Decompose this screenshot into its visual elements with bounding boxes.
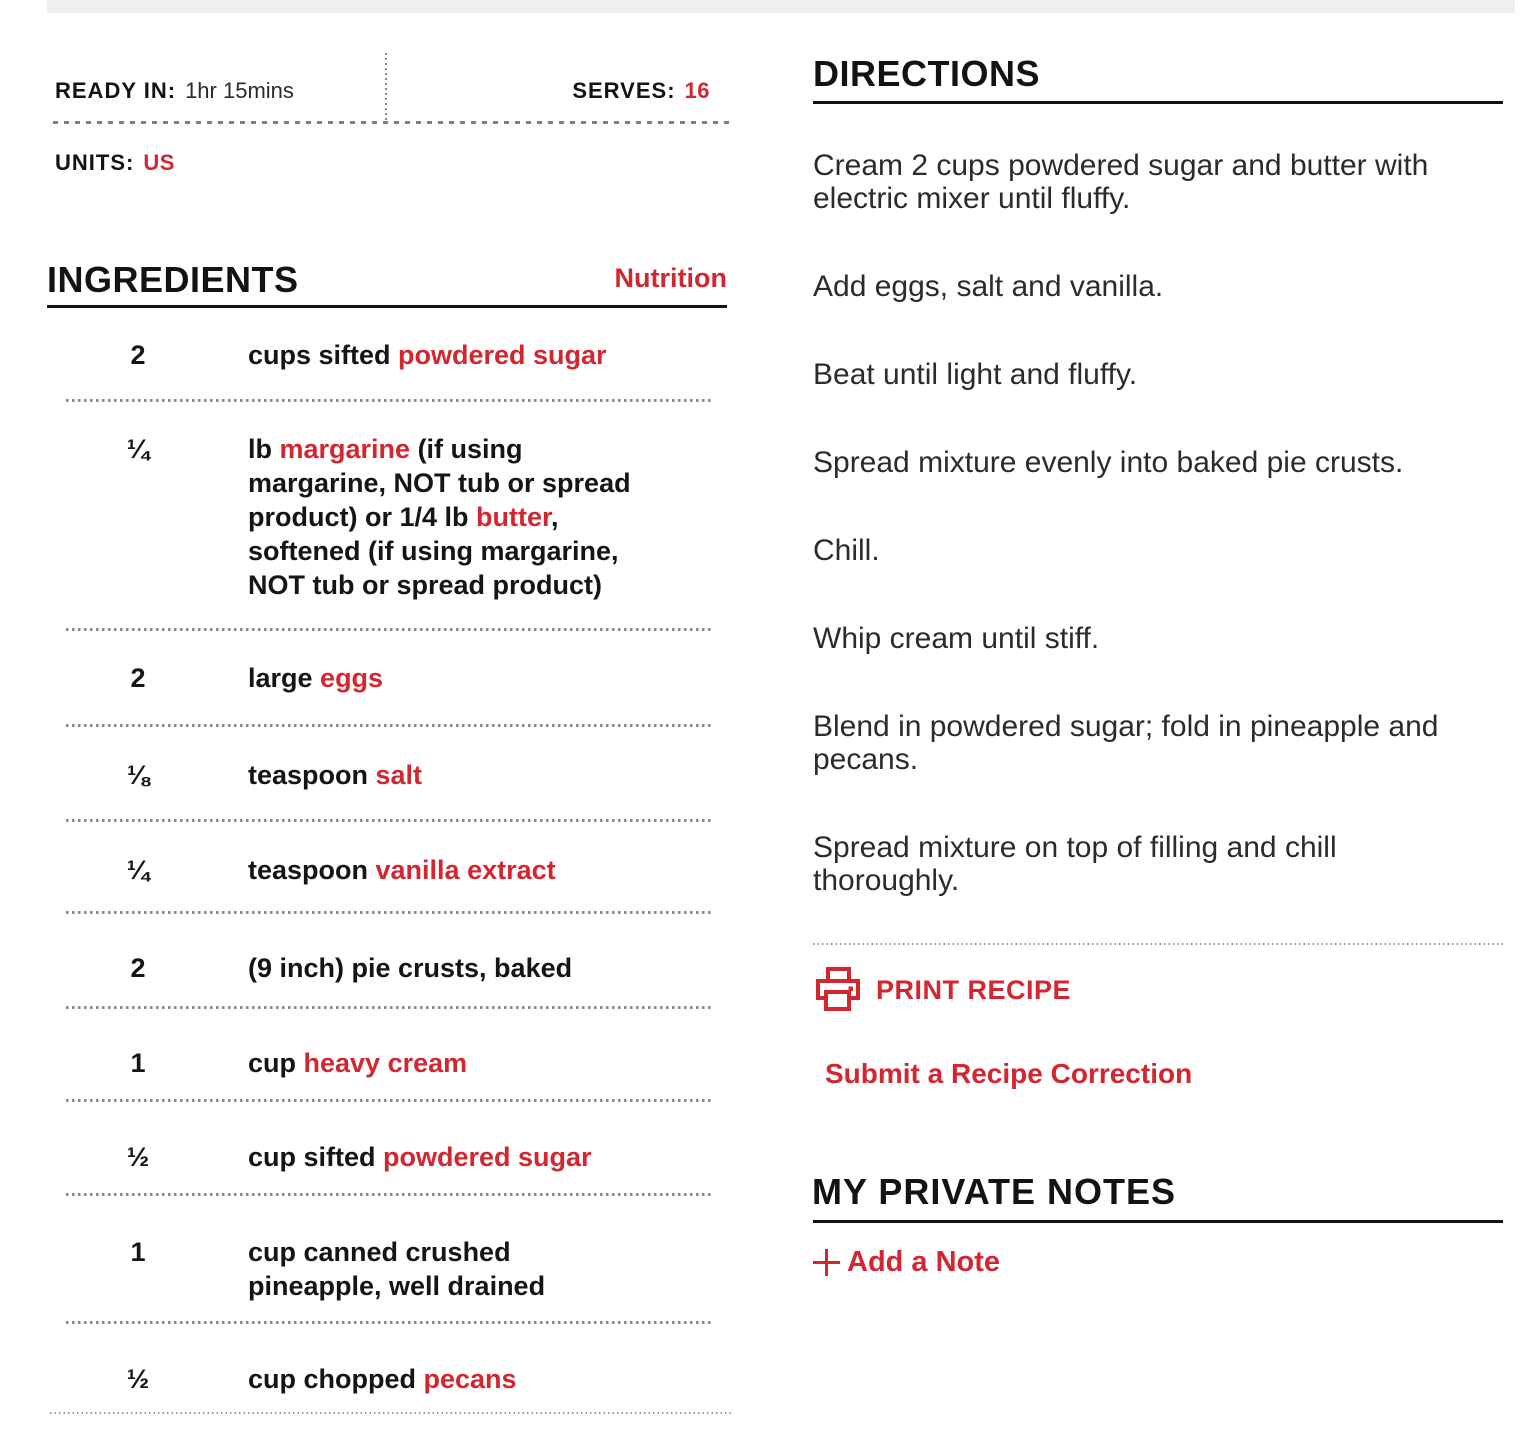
top-divider-bar: [47, 0, 1515, 13]
ingredient-text: [248, 338, 638, 372]
nutrition-link[interactable]: Nutrition: [614, 263, 727, 293]
submit-correction-link[interactable]: Submit a Recipe Correction: [825, 1058, 1193, 1089]
ingredient-quantity: 2: [130, 953, 146, 983]
ingredient-dotted-separator: [66, 1099, 712, 1102]
ingredient-text: [248, 1046, 638, 1080]
ingredient-text-part: large: [248, 663, 321, 693]
ingredient-text-part: cup canned crushed pineapple, well drained: [248, 1237, 546, 1301]
meta-dotted-separator: [53, 121, 730, 124]
ingredient-dotted-separator: [66, 1321, 712, 1324]
direction-step: Add eggs, salt and vanilla.: [813, 270, 1164, 303]
print-recipe-button[interactable]: [815, 966, 1071, 1014]
ingredient-text-part: , softened (if using margarine, NOT tub or spread product): [248, 502, 619, 600]
ingredient-dotted-separator: [66, 399, 712, 402]
direction-step: Chill.: [813, 534, 880, 567]
meta-vertical-divider: [385, 53, 387, 121]
directions-underline: [813, 101, 1503, 104]
ingredient-link[interactable]: salt: [375, 760, 423, 790]
ingredient-text-part: cup: [248, 1048, 304, 1078]
ingredient-text: [248, 951, 638, 985]
ingredient-quantity: ⅛: [126, 760, 150, 790]
ingredients-title: INGREDIENTS: [47, 259, 299, 300]
ingredient-row: [47, 853, 707, 887]
ingredient-row: [47, 338, 707, 372]
plus-icon: [813, 1249, 840, 1276]
ingredient-link[interactable]: vanilla extract: [375, 855, 556, 885]
ingredient-text-part: lb: [248, 434, 280, 464]
ingredient-quantity: 2: [130, 663, 146, 693]
ingredient-text: [248, 432, 638, 602]
ingredient-dotted-separator: [66, 628, 712, 631]
direction-step: Spread mixture on top of filling and chill thoroughly.: [813, 831, 1337, 897]
ingredients-underline: [47, 305, 727, 308]
ingredient-text: [248, 1140, 638, 1174]
direction-step: Spread mixture evenly into baked pie crusts.: [813, 446, 1404, 479]
direction-step: Blend in powdered sugar; fold in pineapple and pecans.: [813, 710, 1439, 776]
ingredient-text-part: cup chopped: [248, 1364, 424, 1394]
ready-in-label: READY IN:: [55, 78, 177, 103]
ingredient-link[interactable]: powdered sugar: [383, 1142, 592, 1172]
ingredient-row: [47, 951, 707, 985]
ingredient-quantity: 1: [130, 1048, 146, 1078]
ingredient-quantity: 2: [130, 340, 146, 370]
ingredient-text: [248, 1235, 638, 1303]
ingredient-row: [47, 1140, 707, 1174]
directions-title: DIRECTIONS: [813, 53, 1041, 94]
ingredient-row: [47, 432, 707, 602]
ingredient-text: [248, 1362, 638, 1396]
ingredient-quantity: ¼: [126, 855, 150, 885]
direction-step: Cream 2 cups powdered sugar and butter with electric mixer until fluffy.: [813, 149, 1429, 215]
ingredient-link[interactable]: margarine: [279, 434, 411, 464]
ingredient-link[interactable]: heavy cream: [303, 1048, 468, 1078]
ingredient-text: [248, 853, 638, 887]
ingredient-text-part: (if using margarine, NOT tub or spread product) or 1/4 lb: [248, 434, 631, 532]
directions-list: [813, 149, 1473, 952]
ingredient-row: [47, 1362, 707, 1396]
ingredient-dotted-separator: [66, 724, 712, 727]
ingredient-dotted-separator: [66, 1193, 712, 1196]
ingredient-quantity: ½: [126, 1364, 150, 1394]
ingredient-dotted-separator: [66, 1006, 712, 1009]
units-label: UNITS:: [55, 150, 135, 175]
ingredient-link[interactable]: eggs: [320, 663, 384, 693]
ingredient-link[interactable]: powdered sugar: [398, 340, 607, 370]
units: [55, 150, 175, 176]
bottom-dotted-separator: [50, 1412, 734, 1414]
ingredient-text-part: (9 inch) pie crusts, baked: [248, 953, 573, 983]
ingredient-text: [248, 661, 638, 695]
ingredient-text-part: cup sifted: [248, 1142, 384, 1172]
serves-label: SERVES:: [572, 78, 676, 103]
printer-icon: [815, 966, 861, 1014]
units-toggle[interactable]: US: [143, 150, 175, 175]
private-notes-underline: [813, 1220, 1503, 1223]
ingredient-text-part: teaspoon: [248, 855, 376, 885]
ingredient-dotted-separator: [66, 819, 712, 822]
actions-dotted-separator: [813, 943, 1503, 945]
ingredient-text: [248, 758, 638, 792]
serves-value[interactable]: 16: [684, 78, 710, 103]
add-note-button[interactable]: [813, 1246, 1000, 1279]
direction-step: Beat until light and fluffy.: [813, 358, 1138, 391]
ingredients-header: [47, 258, 727, 302]
ingredient-link[interactable]: butter: [476, 502, 552, 532]
ready-in: [55, 78, 294, 104]
private-notes-title: MY PRIVATE NOTES: [812, 1171, 1177, 1212]
ingredient-quantity: ¼: [126, 434, 150, 464]
serves: [390, 78, 710, 104]
ingredient-text-part: cups sifted: [248, 340, 399, 370]
ingredient-row: [47, 758, 707, 792]
ingredient-dotted-separator: [66, 911, 712, 914]
ingredient-quantity: ½: [126, 1142, 150, 1172]
ingredient-row: [47, 661, 707, 695]
ready-in-value: 1hr 15mins: [185, 78, 294, 103]
ingredient-link[interactable]: pecans: [423, 1364, 517, 1394]
ingredient-row: [47, 1235, 707, 1303]
ingredient-quantity: 1: [130, 1237, 146, 1267]
add-note-label: Add a Note: [847, 1246, 1001, 1278]
ingredient-row: [47, 1046, 707, 1080]
print-recipe-label: PRINT RECIPE: [876, 974, 1072, 1005]
direction-step: Whip cream until stiff.: [813, 622, 1100, 655]
ingredient-text-part: teaspoon: [248, 760, 376, 790]
